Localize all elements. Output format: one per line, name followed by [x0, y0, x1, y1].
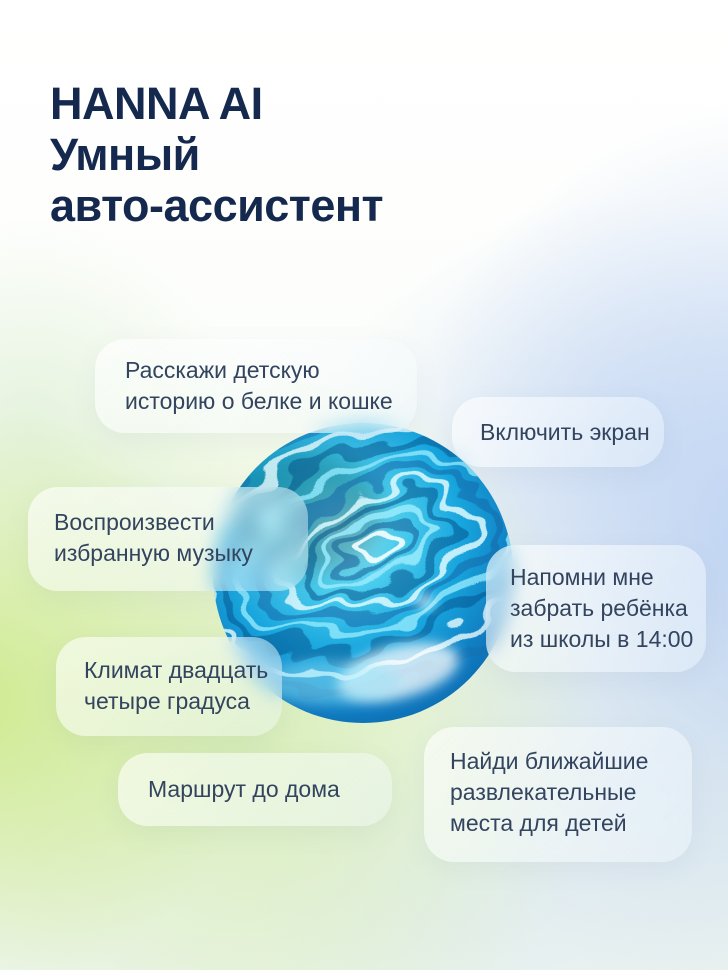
voice-command-bubble-music: [28, 487, 308, 591]
voice-command-bubble-climate: [56, 637, 282, 736]
bubble-line: Воспроизвести: [54, 509, 215, 535]
bubble-line: избранную музыку: [54, 540, 253, 566]
bubble-line: Расскажи детскую: [125, 357, 320, 383]
bubble-line: Напомни мне: [510, 564, 654, 590]
page-title: [50, 78, 383, 231]
bubble-line: забрать ребёнка: [510, 595, 688, 621]
subtitle-line-2: авто-ассистент: [50, 180, 384, 231]
voice-command-bubble-route: [118, 753, 392, 826]
bubble-line: Включить экран: [480, 419, 650, 445]
bubble-line: места для детей: [450, 810, 627, 836]
bubble-line: Маршрут до дома: [148, 776, 340, 802]
voice-command-bubble-reminder: [486, 545, 706, 672]
bubble-line: Климат двадцать: [84, 657, 269, 683]
bubble-line: развлекательные: [450, 779, 637, 805]
voice-command-bubble-screen: [452, 397, 664, 467]
bubble-line: из школы в 14:00: [510, 626, 694, 652]
subtitle-line-1: Умный: [50, 129, 200, 180]
bubble-line: историю о белке и кошке: [125, 388, 393, 414]
brand-title: HANNA AI: [50, 78, 263, 129]
voice-command-bubble-story: [95, 339, 417, 433]
bubble-line: Найди ближайшие: [450, 748, 649, 774]
bubble-line: четыре градуса: [84, 688, 250, 714]
voice-command-bubble-places: [424, 727, 692, 862]
